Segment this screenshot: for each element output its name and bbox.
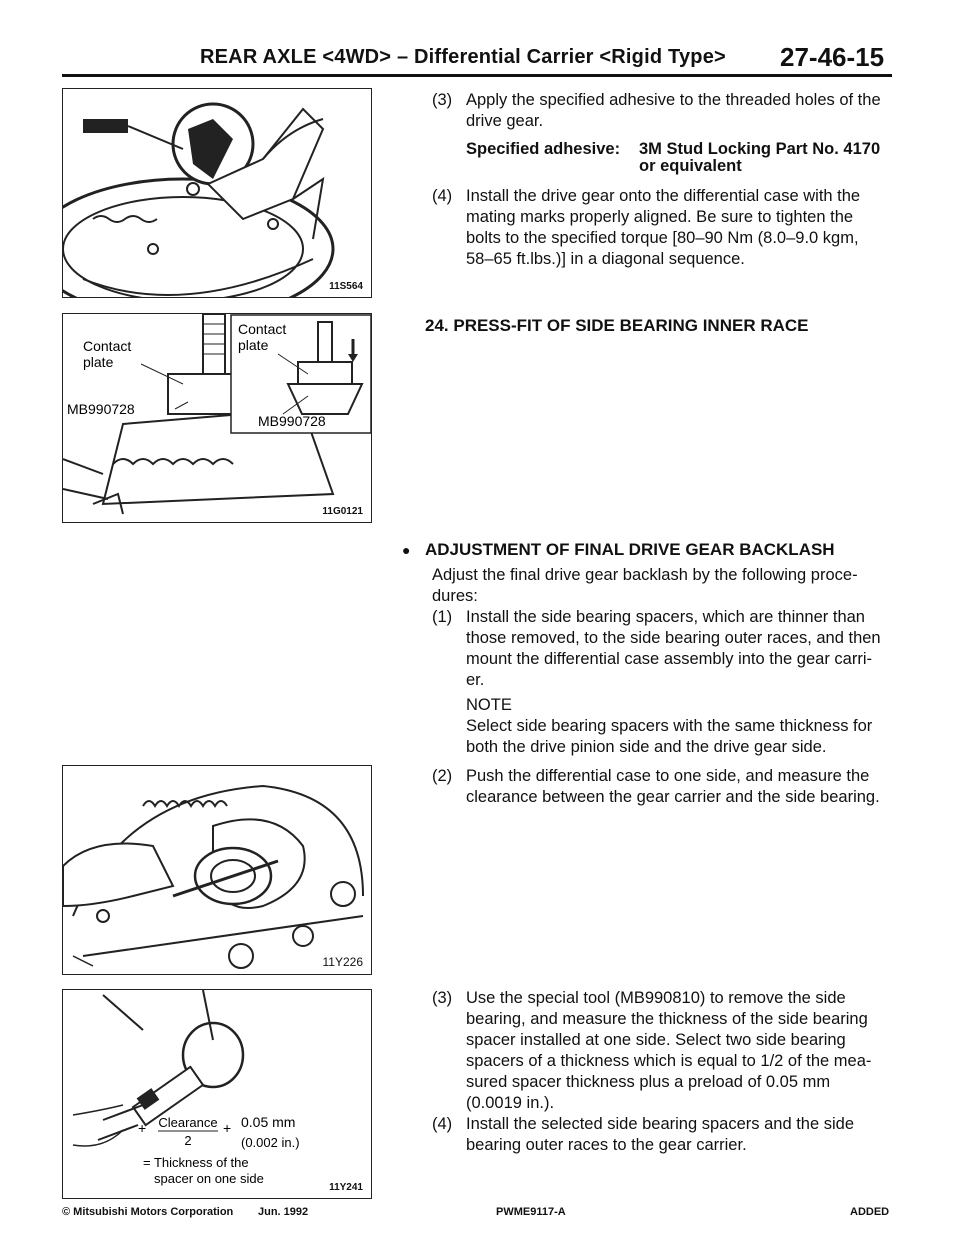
result-line-1: = Thickness of the: [143, 1155, 249, 1170]
figure-code: 11Y241: [329, 1182, 363, 1193]
section-heading-backlash: ADJUSTMENT OF FINAL DRIVE GEAR BACKLASH: [425, 540, 835, 559]
text-line: mating marks properly aligned. Be sure to tighten the: [466, 208, 854, 226]
contact-plate-label-right: Contact: [238, 321, 287, 337]
press-fit-illustration: [63, 314, 371, 522]
figure-drive-gear-adhesive: [62, 88, 372, 298]
text-line: both the drive pinion side and the drive gear side.: [466, 738, 827, 756]
text-line: Select side bearing spacers with the same thickness for: [466, 717, 873, 735]
text-line: er.: [466, 671, 485, 689]
contact-plate-label-left-2: plate: [83, 354, 114, 370]
instructions-column: [402, 90, 902, 1170]
figure-code: 11G0121: [322, 506, 363, 517]
footer-date: Jun. 1992: [258, 1206, 309, 1218]
note-block: [466, 695, 896, 758]
spec-value-2: or equivalent: [639, 157, 742, 175]
text-line: spacer installed at one side. Select two side bearing: [466, 1031, 846, 1049]
text-line: Apply the specified adhesive to the threaded holes of the: [466, 91, 881, 109]
text-line: sured spacer thickness plus a preload of 0.05 mm: [466, 1073, 831, 1091]
footer-copyright: © Mitsubishi Motors Corporation: [62, 1206, 234, 1218]
plus-sign: +: [138, 1120, 147, 1136]
text-line: mount the differential case assembly into the gear carri-: [466, 650, 872, 668]
page-header-title: REAR AXLE <4WD> – Differential Carrier <Rigid Type>: [200, 46, 726, 68]
spec-label: Specified adhesive:: [466, 140, 621, 158]
text-line: Use the special tool (MB990810) to remove the side: [466, 989, 846, 1007]
fraction-numerator: Clearance: [158, 1115, 218, 1130]
footer-doc-code: PWME9117-A: [496, 1206, 566, 1218]
footer-status: ADDED: [850, 1206, 890, 1218]
fraction-denominator: 2: [184, 1133, 192, 1148]
step-number: (1): [432, 608, 453, 626]
preload-mm: 0.05 mm: [241, 1114, 296, 1130]
text-line: Install the drive gear onto the differential case with the: [466, 187, 861, 205]
figure-clearance-measurement: [62, 765, 372, 975]
step-number: (4): [432, 187, 453, 205]
header-rule: [62, 74, 892, 77]
tool-label-left: MB990728: [67, 401, 135, 417]
text-line: spacers of a thickness which is equal to 1/2 of the mea-: [466, 1052, 872, 1070]
text-line: 58–65 ft.lbs.)] in a diagonal sequence.: [466, 250, 745, 268]
bullet-icon: ●: [402, 542, 411, 558]
figure-spacer-thickness: [62, 989, 372, 1199]
result-line-2: spacer on one side: [154, 1171, 264, 1186]
step-number: (4): [432, 1115, 453, 1133]
text-line: those removed, to the side bearing outer races, and then: [466, 629, 881, 647]
text-line: (0.0019 in.).: [466, 1094, 555, 1112]
text-line: bolts to the specified torque [80–90 Nm (8.0–9.0 kgm,: [466, 229, 859, 247]
contact-plate-label-right-2: plate: [238, 337, 269, 353]
step-number: (3): [432, 91, 453, 109]
figure-side-bearing-press-fit: [62, 313, 372, 523]
note-label: NOTE: [466, 696, 512, 714]
plus-sign-2: +: [223, 1120, 232, 1136]
section-heading-24: 24. PRESS-FIT OF SIDE BEARING INNER RACE: [425, 316, 809, 335]
text-line: Push the differential case to one side, and measure the: [466, 767, 870, 785]
contact-plate-label-left: Contact: [83, 338, 132, 354]
text-line: dures:: [432, 587, 478, 605]
text-line: drive gear.: [466, 112, 544, 130]
tool-label-right: MB990728: [258, 413, 326, 429]
clearance-illustration: [63, 766, 371, 974]
text-line: clearance between the gear carrier and the side bearing.: [466, 788, 880, 806]
text-line: Install the side bearing spacers, which are thinner than: [466, 608, 865, 626]
text-line: Adjust the final drive gear backlash by the following proce-: [432, 566, 858, 584]
page-number: 27-46-15: [780, 42, 885, 72]
text-line: bearing, and measure the thickness of the side bearing: [466, 1010, 868, 1028]
step-number: (2): [432, 767, 453, 785]
spec-value: 3M Stud Locking Part No. 4170: [639, 140, 881, 158]
backlash-intro: [432, 565, 892, 607]
text-line: bearing outer races to the gear carrier.: [466, 1136, 747, 1154]
preload-in: (0.002 in.): [241, 1135, 300, 1150]
figure-code: 11S564: [329, 281, 363, 292]
spacer-illustration: [63, 990, 371, 1198]
step-number: (3): [432, 989, 453, 1007]
adhesive-illustration: [63, 89, 371, 297]
text-line: Install the selected side bearing spacers and the side: [466, 1115, 854, 1133]
figure-code: 11Y226: [322, 955, 363, 969]
